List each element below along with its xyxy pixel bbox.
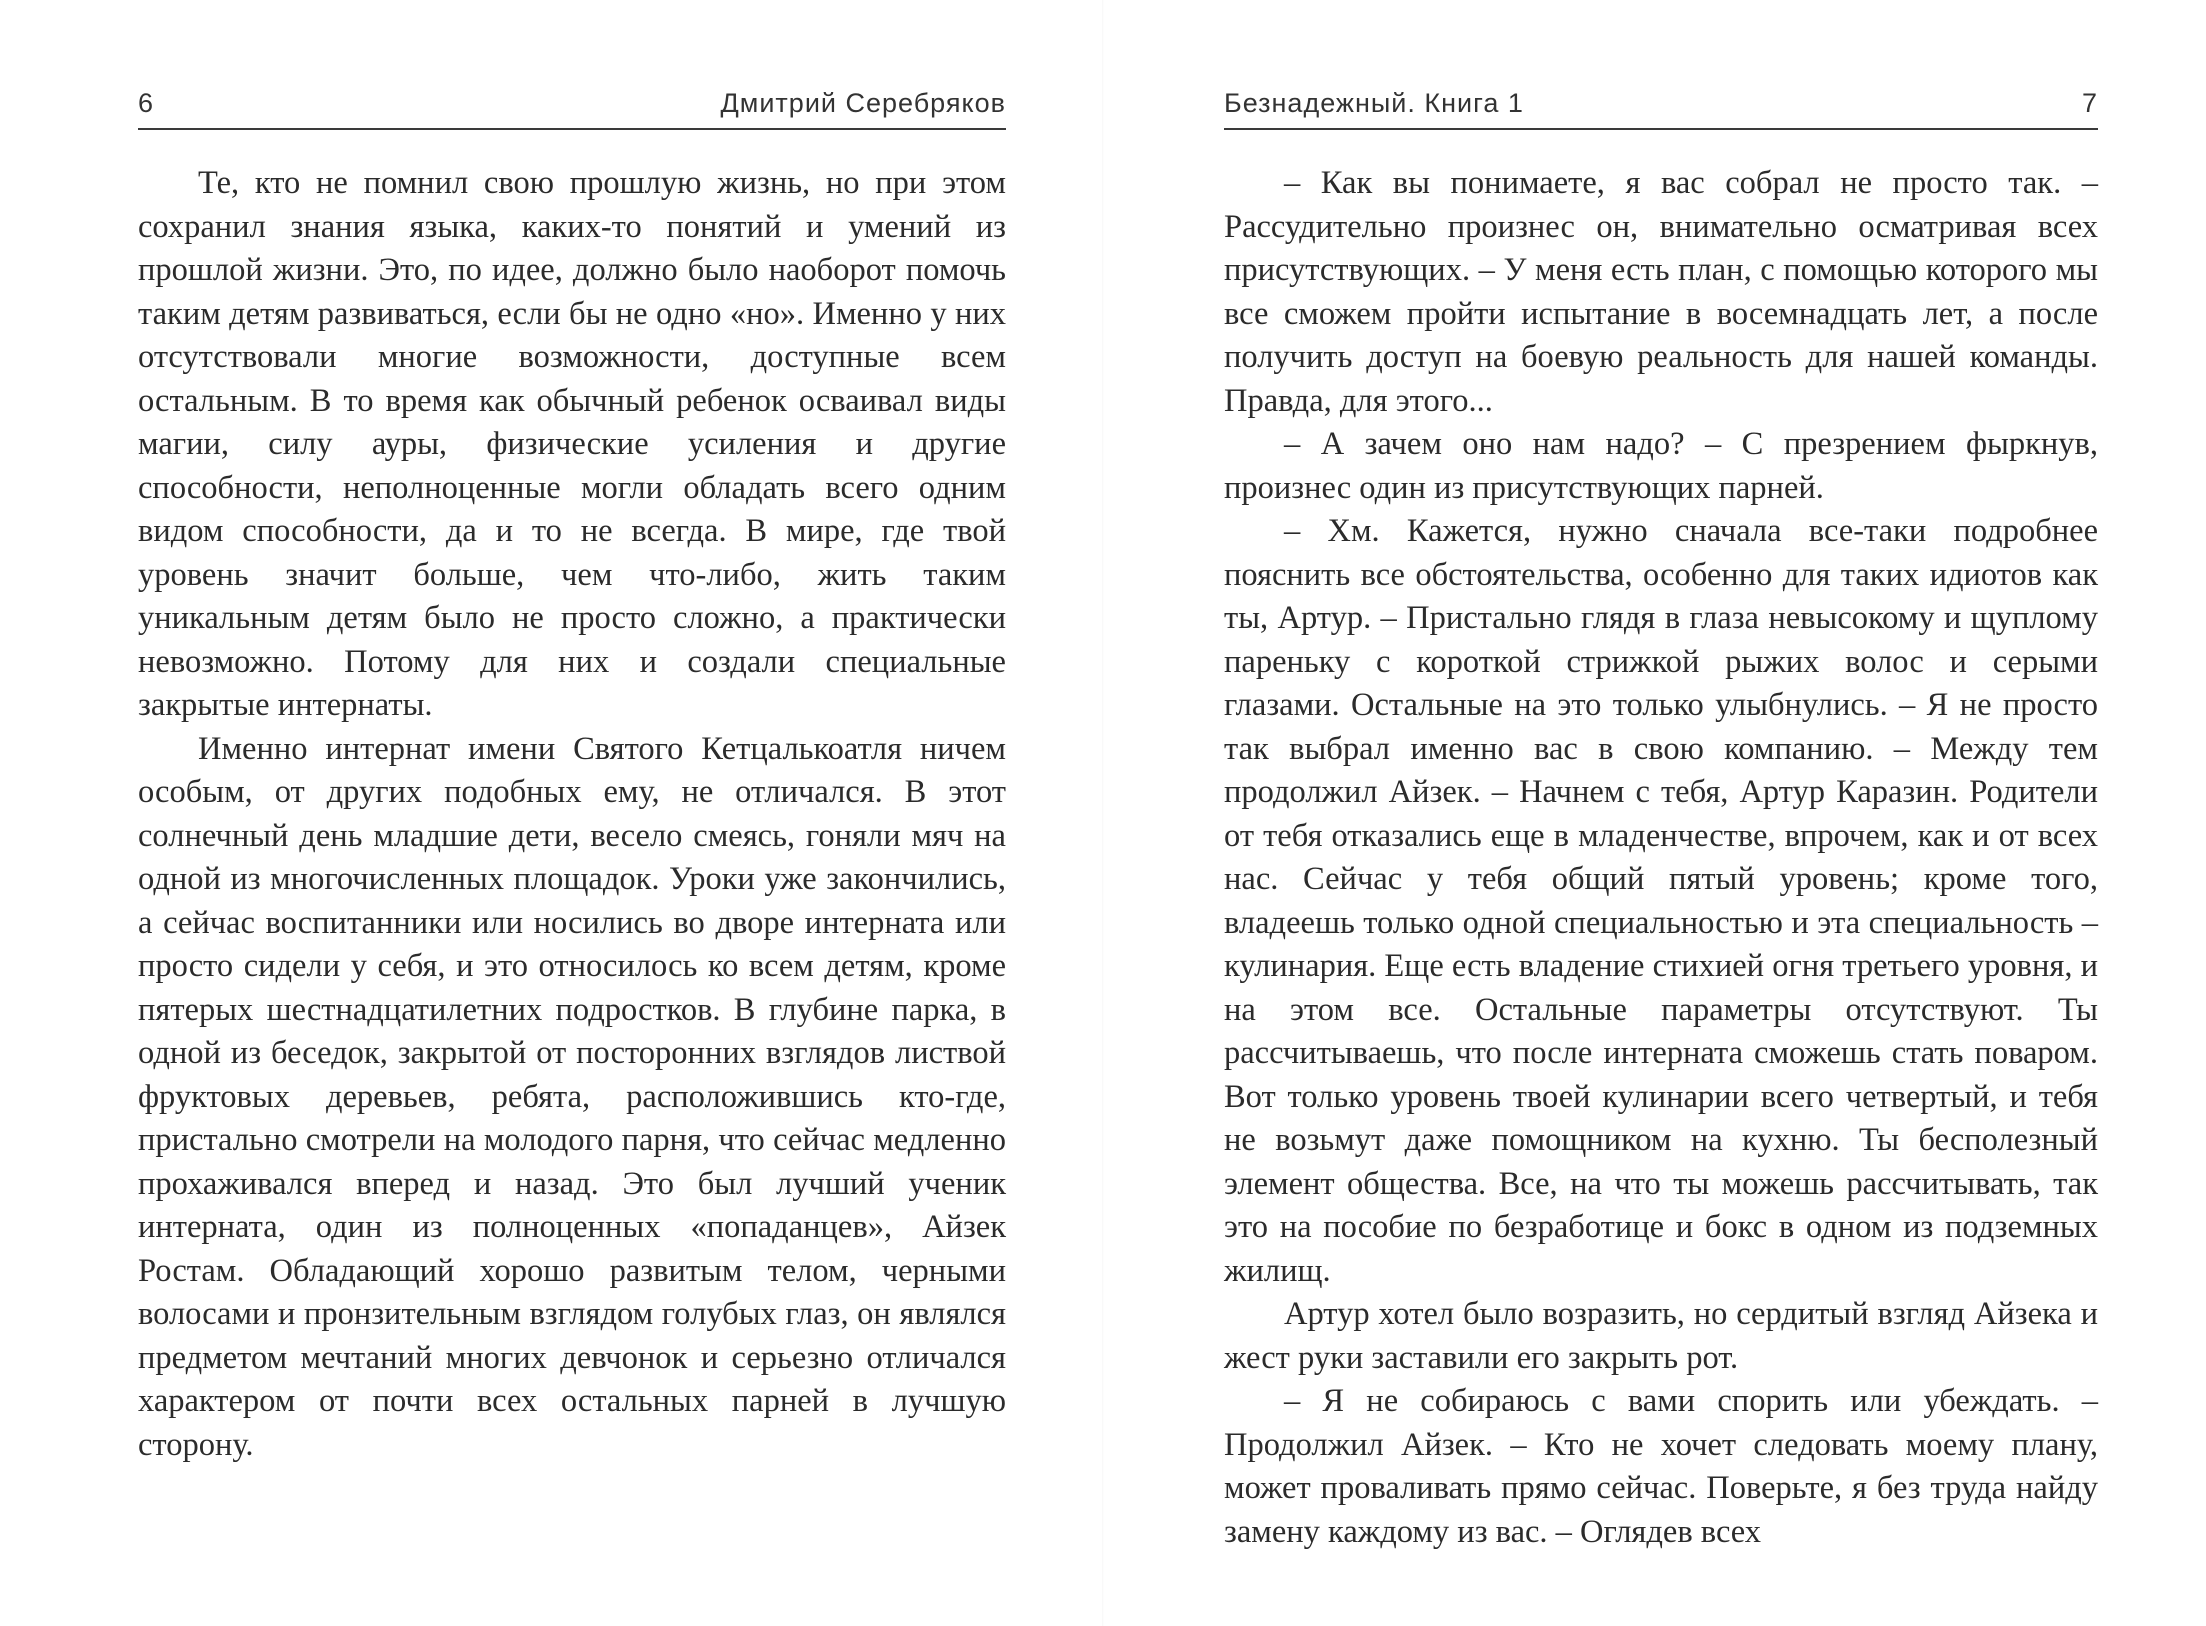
right-paragraph-4: Артур хотел было возразить, но сердитый взгляд Айзека и жест руки заставили его закрыть рот. bbox=[1224, 1296, 2098, 1376]
right-paragraph-1: – Как вы понимаете, я вас собрал не просто так. – Рассудительно произнес он, внимательно осматривая всех присутствующих. – У меня есть план, с помощью которого мы все сможем пройти испытание в восемнадцать лет, а после получить доступ на боевую реальность для нашей команды. Правда, для этого... bbox=[1224, 165, 2098, 419]
right-running-title: Безнадежный. Книга 1 bbox=[1224, 88, 1524, 118]
left-paragraph-2: Именно интернат имени Святого Кетцалькоатля ничем особым, от других подобных ему, не отличался. В этот солнечный день младшие дети, весело смеясь, гоняли мяч на одной из многочисленных площадок. Уроки уже закончились, а сейчас воспитанники или носились во дворе интерната или просто сидели у себя, и это относилось ко всем детям, кроме пятерых шестнадцатилетних подростков. В глубине парка, в одной из беседок, закрытой от посторонних взглядов листвой фруктовых деревьев, ребята, расположившись кто-где, пристально смотрели на молодого парня, что сейчас медленно прохаживался вперед и назад. Это был лучший ученик интерната, один из полноценных «попаданцев», Айзек Ростам. Обладающий хорошо развитым телом, черными волосами и пронзительным взглядом голубых глаз, он являлся предметом мечтаний многих девчонок и серьезно отличался характером от почти всех остальных парней в лучшую сторону. bbox=[138, 730, 1006, 1463]
right-paragraph-3: – Хм. Кажется, нужно сначала все-таки подробнее пояснить все обстоятельства, особенно для таких идиотов как ты, Артур. – Пристально глядя в глаза невысокому и щуплому пареньку с короткой стрижкой рыжих волос и серыми глазами. Остальные на это только улыбнулись. – Я не просто так выбрал именно вас в свою компанию. – Между тем продолжил Айзек. – Начнем с тебя, Артур Каразин. Родители от тебя отказались еще в младенчестве, впрочем, как и от всех нас. Сейчас у тебя общий пятый уровень; кроме того, владеешь только одной специальностью и эта специальность – кулинария. Еще есть владение стихией огня третьего уровня, и на этом все. Остальные параметры отсутствуют. Ты рассчитываешь, что после интерната сможешь стать поваром. Вот только уровень твоей кулинарии всего четвертый, и тебя не возьмут даже помощником на кухню. Ты бесполезный элемент общества. Все, на что ты можешь рассчитывать, так это на пособие по безработице и бокс в одном из подземных жилищ. bbox=[1224, 513, 2098, 1289]
left-paragraph-1: Те, кто не помнил свою прошлую жизнь, но при этом сохранил знания языка, каких-то понятий и умений из прошлой жизни. Это, по идее, должно было наоборот помочь таким детям развиваться, если бы не одно «но». Именно у них отсутствовали многие возможности, доступные всем остальным. В то время как обычный ребенок осваивал виды магии, силу ауры, физические усиления и другие способности, неполноценные могли обладать всего одним видом способности, да и то не всегда. В мире, где твой уровень значит больше, чем что-либо, жить таким уникальным детям было не просто сложно, а практически невозможно. Потому для них и создали специальные закрытые интернаты. bbox=[138, 165, 1006, 723]
left-running-head bbox=[138, 84, 1006, 130]
left-running-title: Дмитрий Серебряков bbox=[720, 88, 1006, 118]
right-running-head bbox=[1224, 84, 2098, 130]
right-page bbox=[1224, 0, 2098, 1626]
right-page-number: 7 bbox=[2081, 88, 2098, 118]
left-body-text bbox=[138, 162, 1006, 1467]
right-paragraph-5: – Я не собираюсь с вами спорить или убеждать. – Продолжил Айзек. – Кто не хочет следовать моему плану, может проваливать прямо сейчас. Поверьте, я без труда найду замену каждому из вас. – Оглядев всех bbox=[1224, 1383, 2098, 1550]
book-gutter bbox=[1102, 0, 1104, 1626]
right-paragraph-2: – А зачем оно нам надо? – С презрением фыркнув, произнес один из присутствующих парней. bbox=[1224, 426, 2098, 506]
left-page-number: 6 bbox=[138, 88, 155, 118]
right-body-text bbox=[1224, 162, 2098, 1554]
left-page bbox=[138, 0, 1006, 1626]
